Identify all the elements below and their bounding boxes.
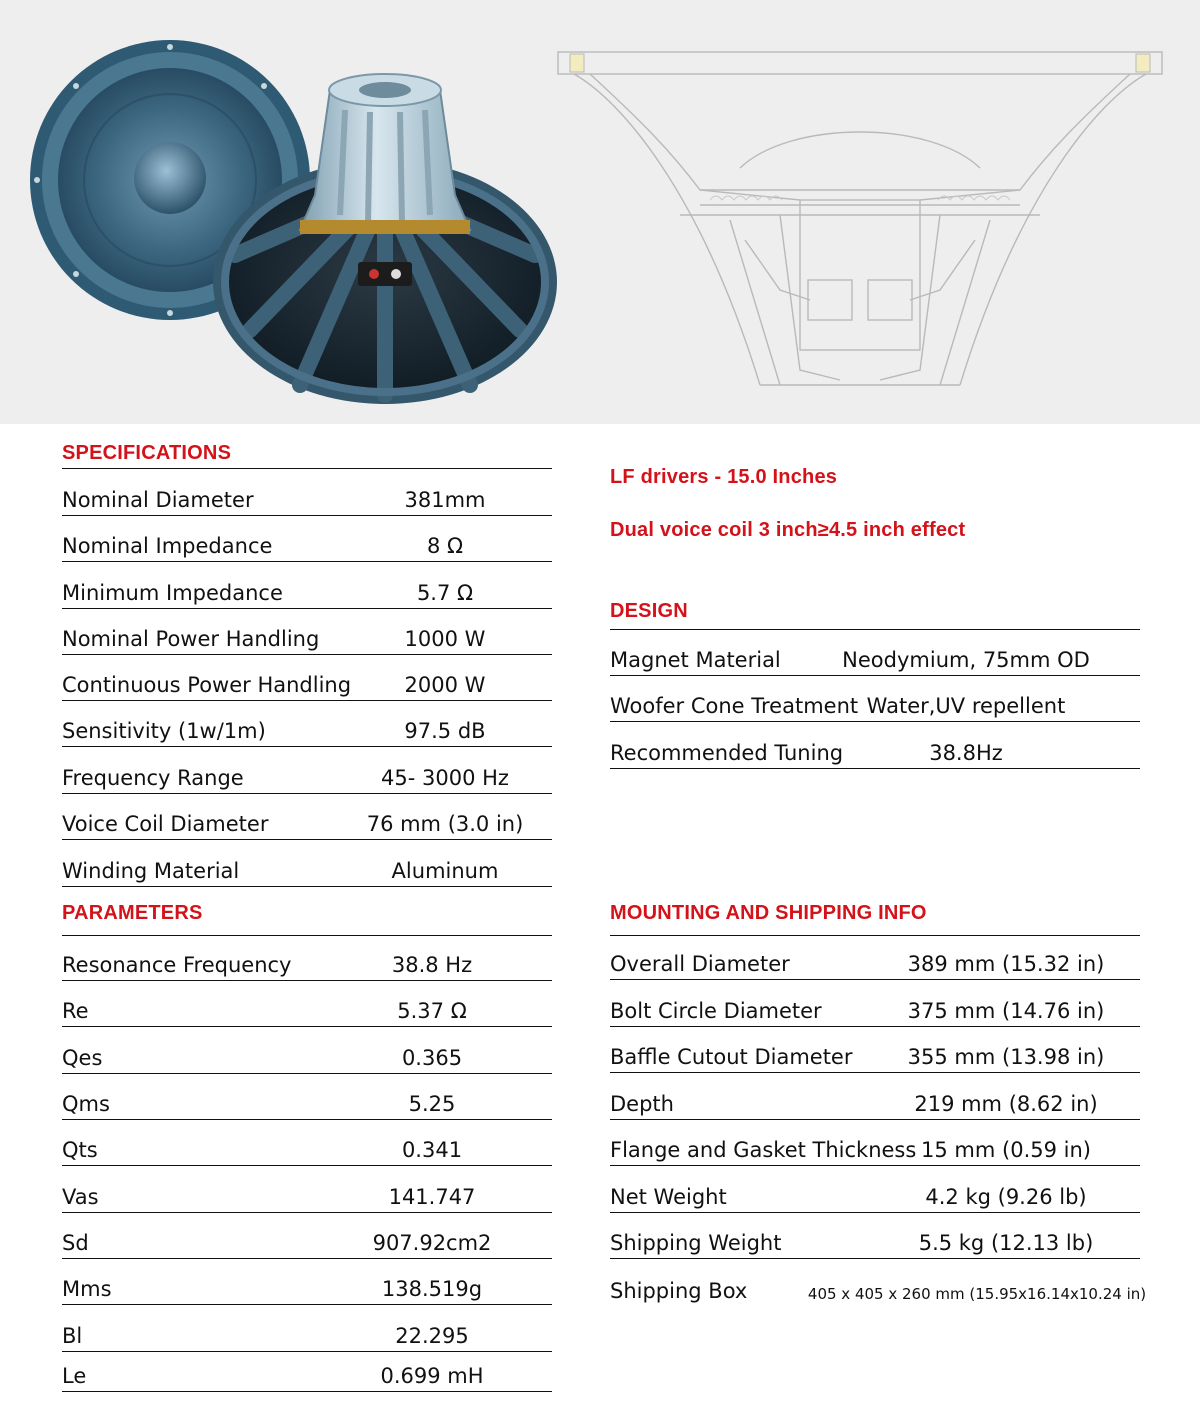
- parameters-row-value: 0.365: [401, 1046, 463, 1070]
- parameters-row: [62, 1346, 552, 1392]
- design-row: [610, 723, 1140, 769]
- specifications-row: [62, 701, 552, 747]
- mounting-row-value: 219 mm (8.62 in): [914, 1092, 1098, 1116]
- product-hero: [0, 0, 1200, 424]
- mounting-heading: MOUNTING AND SHIPPING INFO: [610, 902, 927, 924]
- specifications-row-rule: [62, 746, 552, 747]
- specifications-row-value: 2000 W: [404, 673, 486, 697]
- parameters-row: [62, 1259, 552, 1305]
- specifications-row-rule: [62, 839, 552, 840]
- specifications-row: [62, 609, 552, 655]
- specifications-heading: SPECIFICATIONS: [62, 442, 232, 464]
- parameters-row: [62, 1074, 552, 1120]
- specifications-row: [62, 470, 552, 516]
- parameters-row-rule: [62, 1391, 552, 1392]
- parameters-row-value: 907.92cm2: [372, 1231, 492, 1255]
- parameters-row-rule: [62, 1026, 552, 1027]
- mounting-row-label: Overall Diameter: [610, 952, 790, 976]
- specifications-row-label: Nominal Impedance: [62, 534, 273, 558]
- design-row: [610, 676, 1140, 722]
- parameters-row-value: 5.37 Ω: [397, 999, 467, 1023]
- mounting-row-label: Depth: [610, 1092, 674, 1116]
- parameters-row-rule: [62, 1304, 552, 1305]
- specifications-row: [62, 516, 552, 562]
- parameters-row-label: Qts: [62, 1138, 98, 1162]
- mounting-row-value: 15 mm (0.59 in): [921, 1138, 1091, 1162]
- mounting-row: [610, 981, 1140, 1027]
- parameters-row-label: Qms: [62, 1092, 110, 1116]
- specifications-row-label: Nominal Power Handling: [62, 627, 320, 651]
- specifications-row-value: 5.7 Ω: [416, 581, 474, 605]
- mounting-row-rule: [610, 1072, 1140, 1073]
- parameters-row-value: 138.519g: [381, 1277, 483, 1301]
- parameters-row-value: 38.8 Hz: [391, 953, 473, 977]
- design-row-label: Woofer Cone Treatment: [610, 694, 859, 718]
- specifications-row: [62, 563, 552, 609]
- mounting-row-value: 355 mm (13.98 in): [907, 1045, 1105, 1069]
- specifications-row-label: Minimum Impedance: [62, 581, 283, 605]
- specifications-row-label: Continuous Power Handling: [62, 673, 352, 697]
- design-row-label: Recommended Tuning: [610, 741, 844, 765]
- mounting-row-label: Baffle Cutout Diameter: [610, 1045, 853, 1069]
- parameters-row-value: 5.25: [408, 1092, 456, 1116]
- design-row-rule: [610, 721, 1140, 722]
- parameters-row: [62, 1213, 552, 1259]
- parameters-row-label: Mms: [62, 1277, 112, 1301]
- parameters-row-label: Vas: [62, 1185, 99, 1209]
- mounting-row: [610, 1261, 1147, 1307]
- parameters-row-rule: [62, 1165, 552, 1166]
- mounting-row-label: Shipping Box: [610, 1279, 748, 1303]
- parameters-row: [62, 1028, 552, 1074]
- mounting-row-value: 389 mm (15.32 in): [907, 952, 1105, 976]
- specifications-row-label: Frequency Range: [62, 766, 244, 790]
- specifications-row-label: Sensitivity (1w/1m): [62, 719, 266, 743]
- specifications-row-value: 45- 3000 Hz: [381, 766, 509, 790]
- mounting-row-value: 4.2 kg (9.26 lb): [925, 1185, 1087, 1209]
- specifications-row-value: Aluminum: [391, 859, 499, 883]
- specifications-row: [62, 794, 552, 840]
- parameters-row-label: Qes: [62, 1046, 103, 1070]
- mounting-row-label: Flange and Gasket Thickness: [610, 1138, 917, 1162]
- specifications-row: [62, 841, 552, 887]
- mounting-row-value: 405 x 405 x 260 mm (15.95x16.14x10.24 in): [807, 1285, 1147, 1303]
- parameters-row: [62, 1167, 552, 1213]
- specifications-row-rule: [62, 886, 552, 887]
- mounting-row-rule: [610, 1258, 1140, 1259]
- parameters-row-label: Sd: [62, 1231, 89, 1255]
- mounting-row-value: 5.5 kg (12.13 lb): [918, 1231, 1094, 1255]
- intro-driver-size: LF drivers - 15.0 Inches: [610, 466, 838, 488]
- parameters-heading: PARAMETERS: [62, 902, 203, 924]
- mounting-row: [610, 1027, 1140, 1073]
- parameters-row-value: 0.341: [401, 1138, 463, 1162]
- mounting-row-label: Bolt Circle Diameter: [610, 999, 822, 1023]
- design-row-rule: [610, 768, 1140, 769]
- design-row: [610, 630, 1140, 676]
- specifications-row-value: 97.5 dB: [404, 719, 486, 743]
- parameters-row-label: Resonance Frequency: [62, 953, 292, 977]
- design-row-value: 38.8Hz: [929, 741, 1003, 765]
- parameters-row-label: Bl: [62, 1324, 83, 1348]
- specifications-row-value: 381mm: [404, 488, 486, 512]
- design-row-value: Neodymium, 75mm OD: [842, 648, 1090, 672]
- specifications-row-label: Voice Coil Diameter: [62, 812, 269, 836]
- parameters-row: [62, 935, 552, 981]
- specifications-row-label: Nominal Diameter: [62, 488, 254, 512]
- parameters-row-label: Re: [62, 999, 89, 1023]
- mounting-row-value: 375 mm (14.76 in): [907, 999, 1105, 1023]
- specifications-row-value: 8 Ω: [426, 534, 464, 558]
- mounting-row-label: Shipping Weight: [610, 1231, 782, 1255]
- parameters-row-value: 22.295: [395, 1324, 469, 1348]
- cross-section-drawing: [550, 40, 1170, 420]
- mounting-row: [610, 1167, 1140, 1213]
- specifications-row-value: 1000 W: [404, 627, 486, 651]
- mounting-row-rule: [610, 979, 1140, 980]
- parameters-row: [62, 1120, 552, 1166]
- design-row-value: Water,UV repellent: [866, 694, 1066, 718]
- mounting-row: [610, 1213, 1140, 1259]
- specifications-row-label: Winding Material: [62, 859, 240, 883]
- parameters-row-value: 0.699 mH: [380, 1364, 484, 1388]
- mounting-row-rule: [610, 1165, 1140, 1166]
- specifications-heading-rule: [62, 468, 552, 469]
- mounting-row-label: Net Weight: [610, 1185, 727, 1209]
- design-heading: DESIGN: [610, 600, 688, 622]
- specifications-row: [62, 655, 552, 701]
- parameters-row: [62, 981, 552, 1027]
- specifications-row-rule: [62, 561, 552, 562]
- speaker-photo: [0, 0, 560, 424]
- design-row-label: Magnet Material: [610, 648, 781, 672]
- specifications-row: [62, 748, 552, 794]
- mounting-row: [610, 1120, 1140, 1166]
- intro-voice-coil: Dual voice coil 3 inch≥4.5 inch effect: [610, 519, 966, 541]
- parameters-row-value: 141.747: [388, 1185, 476, 1209]
- parameters-row-label: Le: [62, 1364, 87, 1388]
- specifications-row-value: 76 mm (3.0 in): [366, 812, 524, 836]
- mounting-row: [610, 934, 1140, 980]
- mounting-row: [610, 1074, 1140, 1120]
